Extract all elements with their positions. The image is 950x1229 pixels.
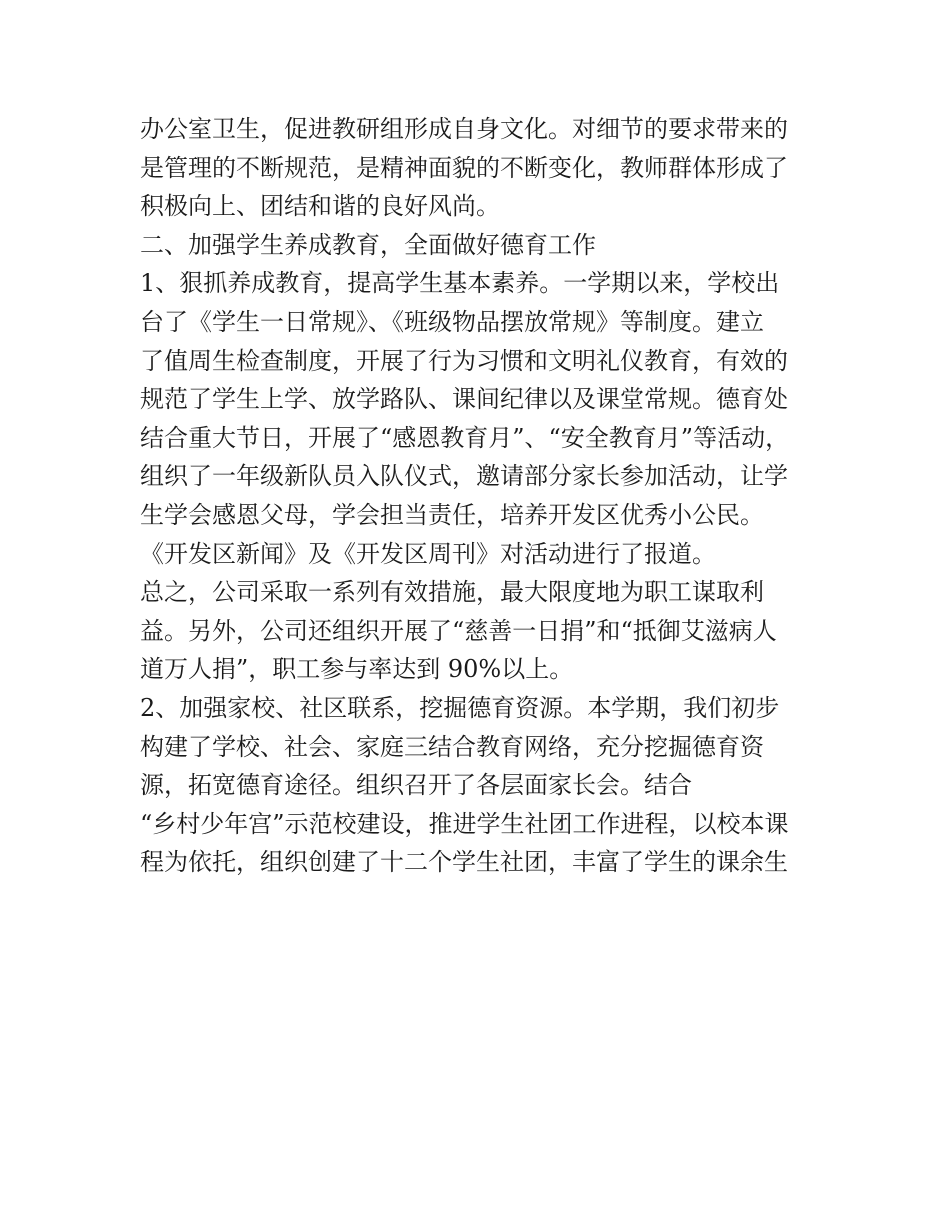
document-body [140,110,820,882]
text-line: 2、加强家校、社区联系，挖掘德育资源。本学期，我们初步 [140,693,780,722]
text-line: 总之，公司采取一系列有效措施，最大限度地为职工谋取利 [140,578,764,607]
text-line: “乡村少年宫”示范校建设，推进学生社团工作进程，以校本课 [140,809,789,838]
text-line: 办公室卫生，促进教研组形成自身文化。对细节的要求带来的 [140,115,788,143]
text-line: 程为依托，组织创建了十二个学生社团，丰富了学生的课余生 [140,848,788,877]
section-heading: 二、加强学生养成教育，全面做好德育工作 [140,230,596,259]
text-line: 组织了一年级新队员入队仪式，邀请部分家长参加活动，让学 [140,462,788,491]
text-line: 道万人捐”，职工参与率达到 90%以上。 [140,655,574,684]
text-line: 台了《学生一日常规》、《班级物品摆放常规》等制度。建立 [140,307,764,336]
text-line: 《开发区新闻》及《开发区周刊》对活动进行了报道。 [140,539,716,568]
text-line: 了值周生检查制度，开展了行为习惯和文明礼仪教育，有效的 [140,346,788,375]
text-line: 结合重大节日，开展了“感恩教育月”、“安全教育月”等活动， [140,423,790,452]
text-line: 益。另外，公司还组织开展了“慈善一日捐”和“抵御艾滋病人 [140,616,777,645]
text-line: 是管理的不断规范，是精神面貌的不断变化，教师群体形成了 [140,153,788,182]
text-line: 积极向上、团结和谐的良好风尚。 [140,192,500,221]
text-line: 源，拓宽德育途径。组织召开了各层面家长会。结合 [140,771,692,800]
text-line: 构建了学校、社会、家庭三结合教育网络，充分挖掘德育资 [140,732,764,761]
text-line: 生学会感恩父母，学会担当责任，培养开发区优秀小公民。 [140,500,764,529]
text-line: 1、狠抓养成教育，提高学生基本素养。一学期以来，学校出 [140,269,780,298]
text-line: 规范了学生上学、放学路队、课间纪律以及课堂常规。德育处 [140,385,788,414]
